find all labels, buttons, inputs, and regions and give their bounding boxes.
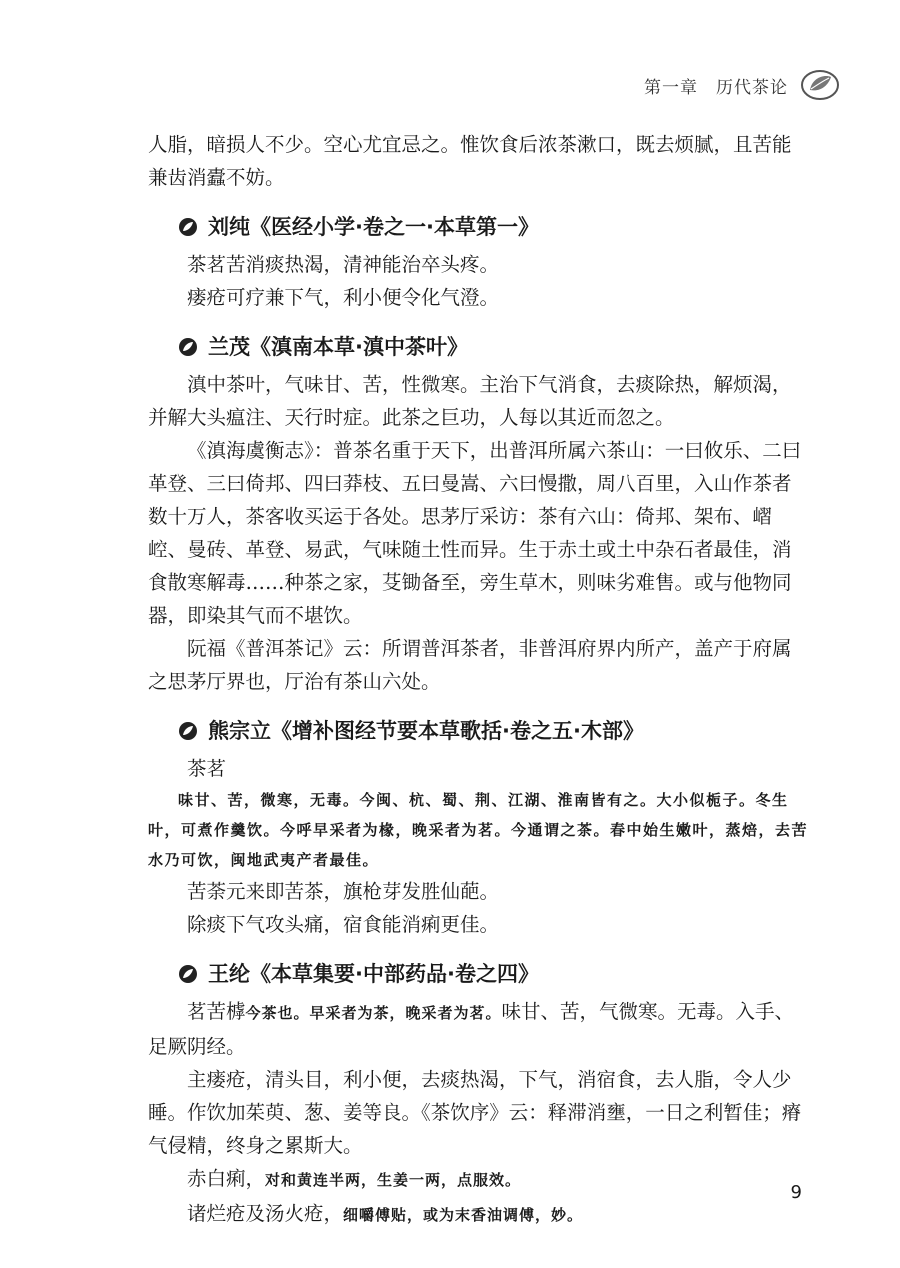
leaf-bullet-icon: [178, 337, 198, 357]
text-run: 茗苦㯉: [187, 1000, 246, 1023]
intro-paragraph: 人脂，暗损人不少。空心尤宜忌之。惟饮食后浓茶漱口，既去烦腻，且苦能兼齿消蠹不妨。: [148, 133, 792, 189]
verse-line: 苦荼元来即苦茶，旗枪芽发胜仙葩。: [187, 880, 500, 903]
verse-line: 除痰下气攻头痛，宿食能消痢更佳。: [187, 913, 500, 936]
section-title: 兰茂《滇南本草·滇中茶叶》: [208, 335, 468, 359]
page-number: 9: [790, 1182, 802, 1203]
inline-annotation: 对和黄连半两，生姜一两，点服效。: [265, 1171, 522, 1189]
text-run: 味甘、苦，气微寒。无毒。入手、足厥阴经。: [148, 1000, 795, 1058]
leaf-bullet-icon: [178, 721, 198, 741]
section-heading: [178, 212, 808, 242]
section-title: 王纶《本草集要·中部药品·卷之四》: [208, 962, 539, 986]
chapter-title: 第一章 历代茶论: [644, 77, 788, 98]
inline-annotation: 细嚼傅贴，或为末香油调傅，妙。: [343, 1206, 584, 1224]
body-paragraph: 主瘘疮，清头目，利小便，去痰热渴，下气，消宿食，去人脂，令人少睡。作饮加茱萸、葱、姜等良。《茶饮序》云：释滞消壅，一日之利暂佳；瘠气侵精，终身之累斯大。: [148, 1068, 802, 1157]
running-header: [644, 68, 840, 102]
section-title: 刘纯《医经小学·卷之一·本草第一》: [208, 215, 539, 239]
body-paragraph: 阮福《普洱茶记》云：所谓普洱茶者，非普洱府界内所产，盖产于府属之思茅厅界也，厅治有茶山六处。: [148, 637, 792, 693]
page-body: [148, 128, 808, 1232]
text-run: 赤白痢，: [187, 1167, 266, 1190]
tea-leaf-logo-icon: [800, 68, 840, 102]
verse-line: 茶茗苦消痰热渴，清神能治卒头疼。: [187, 253, 500, 276]
leaf-bullet-icon: [178, 217, 198, 237]
body-paragraph: [148, 1197, 808, 1232]
verse-line: 瘘疮可疗兼下气，利小便令化气澄。: [187, 286, 500, 309]
section-heading: [178, 959, 808, 989]
inline-annotation: 今茶也。早采者为茶，晚采者为茗。: [245, 1004, 502, 1022]
body-paragraph: [148, 1162, 808, 1197]
section-title: 熊宗立《增补图经节要本草歌括·卷之五·木部》: [208, 719, 644, 743]
leaf-bullet-icon: [178, 964, 198, 984]
section-heading: [178, 716, 808, 746]
body-paragraph: 《滇海虞衡志》：普茶名重于天下，出普洱所属六茶山：一曰攸乐、二曰革登、三曰倚邦、四曰莽枝、五曰曼嵩、六曰慢撒，周八百里，入山作茶者数十万人，茶客收买运于各处。思茅厅采访：茶有六山：倚邦、架布、嶍崆、曼砖、革登、易武，气味随土性而异。生于赤土或土中杂石者最佳，消食散寒解毒……种茶之家，芟锄备至，旁生草木，则味劣难售。或与他物同器，即染其气而不堪饮。: [148, 439, 802, 627]
entry-heading: 茶茗: [187, 757, 227, 780]
body-paragraph: 滇中茶叶，气味甘、苦，性微寒。主治下气消食，去痰除热，解烦渴，并解大头瘟注、天行时症。此茶之巨功，人每以其近而忽之。: [148, 373, 792, 429]
annotation-paragraph: 味甘、苦，微寒，无毒。今闽、杭、蜀、荆、江湖、淮南皆有之。大小似栀子。冬生叶，可煮作羹饮。今呼早采者为椽，晚采者为茗。今通谓之茶。春中始生嫩叶，蒸焙，去苦水乃可饮，闽地武夷产者最佳。: [148, 791, 809, 869]
text-run: 诸烂疮及汤火疮，: [187, 1202, 344, 1225]
body-paragraph: [148, 995, 808, 1063]
section-heading: [178, 332, 808, 362]
